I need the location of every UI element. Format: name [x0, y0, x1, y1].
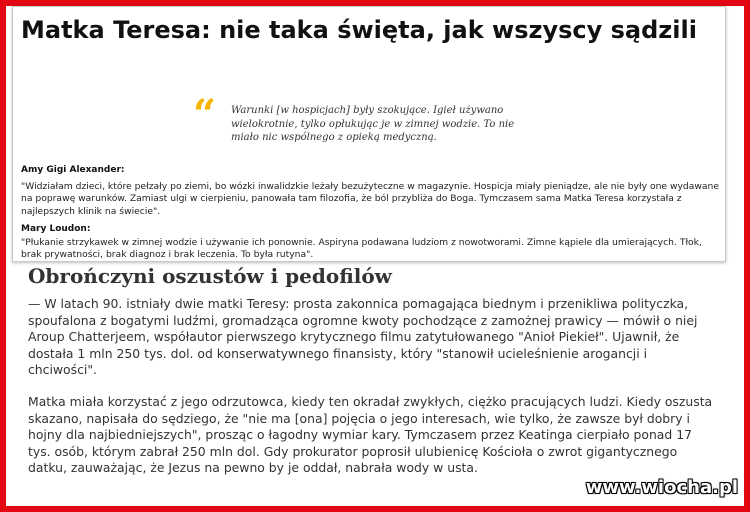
- body-paragraph-2: Matka miała korzystać z jego odrzutowca, kiedy ten okradał zwykłych, ciężko pracujących ludzi. Kiedy oszusta skazano, napisała do sędziego, że "nie ma [ona] pojęcia o jego interesach, wie tylko, że zawsze był dobry i hojny dla najbiedniejszych", prosząc o łagodny wymiar kary. Tymczasem przez Keatinga cierpiało ponad 17 tys. osób, którym zabrał 250 mln dol. Gdy prokurator poprosił ulubienicę Kościoła o zwrot gigantycznego datku, zauważając, że Jezus na pewno by je oddał, nabrała wody w usta.: [28, 394, 713, 476]
- quote-mark-icon: “: [193, 91, 217, 138]
- pullquote-text: Warunki [w hospicjach] były szokujące. Igieł używano wielokrotnie, tylko opłukując je w zimnej wodzie. To nie miało nic wspólnego z opieką medyczną.: [231, 105, 515, 143]
- testimony-name-2: Mary Loudon:: [21, 224, 91, 234]
- body-paragraph-1: — W latach 90. istniały dwie matki Teresy: prosta zakonnica pomagająca biednym i przenikliwa polityczka, spoufalona z bogatymi ludźmi, gromadząca ogromne kwoty pochodzące z zamożnej prawicy — mówił o niej Aroup Chatterjeem, współautor pierwszego krytycznego filmu zatytułowanego "Anioł Piekieł". Ujawnił, że dostała 1 mln 250 tys. dol. od konserwatywnego finansisty, który "stanowił ucieleśnienie arogancji i chciwości".: [28, 296, 698, 378]
- testimony-text-2: "Płukanie strzykawek w zimnej wodzie i używanie ich ponownie. Aspiryna podawana ludziom z nowotworami. Zimne kąpiele dla umierających. Tłok, brak prywatności, brak diagnoz i brak leczenia. To była rutyna".: [21, 237, 702, 261]
- article-screenshot-panel: [12, 6, 726, 262]
- testimony-text-1: "Widziałam dzieci, które pełzały po ziemi, bo wózki inwalidzkie leżały bezużyteczne w magazynie. Hospicja miały pieniądze, ale nie były one wydawane na poprawę warunków. Zamiast ulgi w cierpieniu, panowała tam filozofia, że ból przybliża do Boga. Tymczasem sama Matka Teresa korzystała z najlepszych klinik na świecie".: [21, 181, 719, 217]
- article-headline: Matka Teresa: nie taka święta, jak wszyscy sądzili: [21, 16, 697, 44]
- site-watermark: www.wiocha.pl: [585, 477, 738, 498]
- testimony-name-1: Amy Gigi Alexander:: [21, 165, 125, 175]
- section-heading: Obrończyni oszustów i pedofilów: [28, 264, 392, 288]
